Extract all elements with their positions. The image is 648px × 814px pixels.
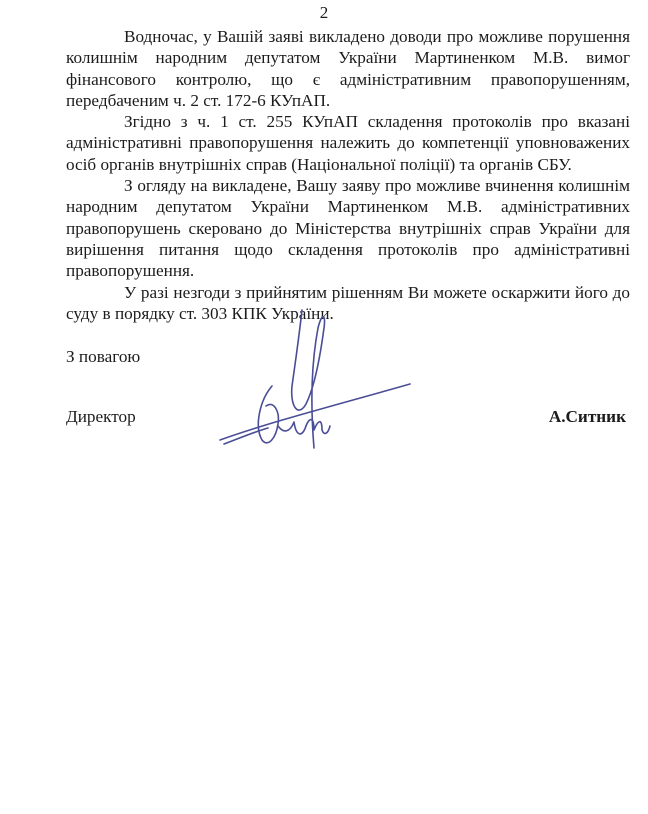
page-number: 2 [319, 3, 329, 22]
letter-body [66, 26, 630, 324]
paragraph-appeal-rights: У разі незгоди з прийнятим рішенням Ви можете оскаржити його до суду в порядку ст. 303 КПК України. [66, 282, 630, 323]
paragraph-financial-control: Водночас, у Вашій заяві викладено доводи про можливе порушення колишнім народним депутатом України Мартиненком М.В. вимог фінансового контролю, що є адміністративним правопорушенням, передбаченим ч. 2 ст. 172-6 КУпАП. [66, 27, 630, 110]
closing-salutation: З повагою [66, 347, 141, 366]
paragraph-referral-decision: З огляду на викладене, Вашу заяву про можливе вчинення колишнім народним депутатом України Мартиненком М.В. адміністративних правопорушень скеровано до Міністерства внутрішніх справ України для вирішення питання щодо складення протоколів про адміністративні правопорушення. [66, 176, 630, 281]
handwritten-signature [210, 308, 430, 468]
signer-name: А.Ситник [548, 407, 626, 426]
paragraph-protocol-competence: Згідно з ч. 1 ст. 255 КУпАП складення протоколів про вказані адміністративні правопорушення належить до компетенції уповноважених осіб органів внутрішніх справ (Національної поліції) та органів СБУ. [66, 112, 630, 174]
signer-position: Директор [66, 407, 136, 426]
